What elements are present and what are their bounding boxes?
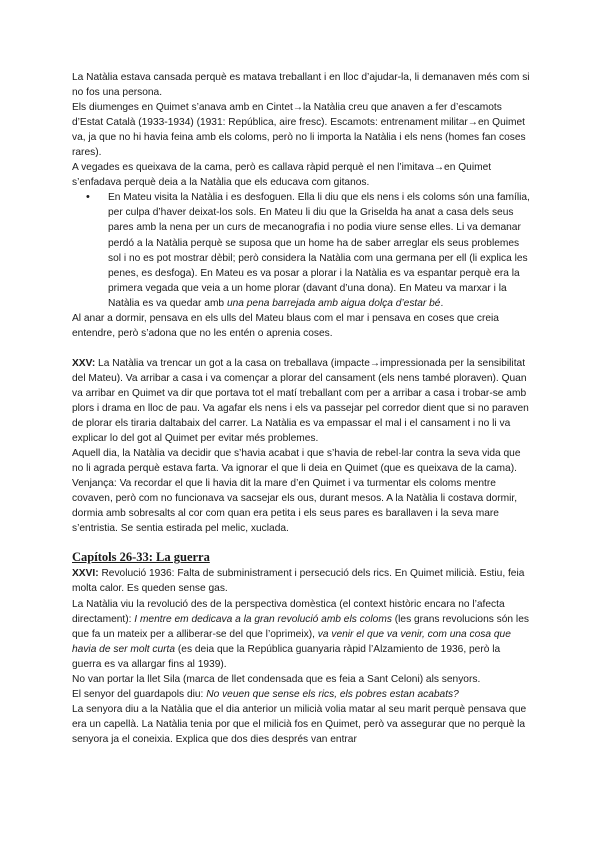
italic-quote-1: I mentre em dedicava a la gran revolució amb els coloms bbox=[134, 613, 392, 625]
bullet-item-mateu bbox=[108, 190, 530, 310]
paragraph-xxv bbox=[72, 356, 530, 446]
bullet-list bbox=[72, 190, 530, 310]
section-label-xxvi: XXVI: bbox=[72, 568, 99, 580]
bullet-text: En Mateu visita la Natàlia i es desfoguen. Ella li diu que els nens i els coloms són una família, per culpa d’haver deixat-los sols. En Mateu li diu que la Griselda ha anat a casa dels seus pares amb la nena per un curs de mecanografia i no podia viure sense elles. Li va demanar perdó a la Natàlia perquè se suposa que un home ha de saber arreglar els seus problemes sol i no es pot mostrar dèbil; però considera la Natàlia com una germana per ell (li explica les penes, es desfoga). En Mateu es va posar a plorar i la Natàlia es va espantar perquè era la primera vegada que veia a un home plorar (davant d’una dona). En Mateu va marxar i la Natàlia es va quedar amb bbox=[108, 192, 530, 309]
text-run: (les grans revolucions són les que fa un mateix per a alliberar-se del que l’oprimeix), bbox=[72, 613, 529, 640]
paragraph-xxvi bbox=[72, 566, 530, 596]
text-run: El senyor del guardapols diu: bbox=[72, 688, 207, 700]
paragraph-xxv-text: La Natàlia va trencar un got a la casa on treballava (impacte→impressionada per la sensibilitat del Mateu). Va arribar a casa i va començar a plorar del cansament (els nens també ploraven). Quan va arribar en Quimet va dir que portava tot el matí treballant com per a arribar a casa i trobar-se amb plors i drama en lloc de pau. Va agafar els nens i els va passejar pel corredor dient que si no paraven de plorar els tiraria daltabaix del carrer. La Natàlia es va empassar el mal i el cansament i no li va explicar lo del got al Quimet per evitar més problemes. bbox=[72, 357, 529, 445]
chapter-heading: Capítols 26-33: La guerra bbox=[72, 550, 210, 565]
text-run: (es deia que la República guanyaria ràpid l’Alzamiento de 1936, però la guerra es va allargar fins al 1939). bbox=[72, 643, 501, 670]
paragraph-1: La Natàlia estava cansada perquè es matava treballant i en lloc d’ajudar-la, li demanaven més com si no fos una persona. bbox=[72, 72, 530, 99]
paragraph-4: Al anar a dormir, pensava en els ulls del Mateu blaus com el mar i pensava en coses que creia entendre, però s’adona que no les entén o aprenia coses. bbox=[72, 312, 499, 339]
italic-quote-2: va venir el que va venir, com una cosa que havia de ser molt curta bbox=[72, 628, 511, 655]
bullet-end: . bbox=[440, 297, 444, 309]
paragraph-3: A vegades es queixava de la cama, però es callava ràpid perquè el nen l’imitava→en Quimet s’enfadava perquè deia a la Natàlia que els educava com gitanos. bbox=[72, 162, 492, 189]
bullet-italic-quote: una pena barrejada amb aigua dolça d’estar bé bbox=[226, 297, 441, 309]
paragraph-xxvi-text: Revolució 1936: Falta de subministrament i persecució dels rics. En Quimet milicià. Estiu, feia molta calor. Es queden sense gas. bbox=[72, 568, 525, 595]
italic-quote-3: No veuen que sense els rics, els pobres estan acabats? bbox=[206, 688, 459, 700]
paragraph-2: Els diumenges en Quimet s’anava amb en Cintet→la Natàlia creu que anaven a fer d’escamots d’Estat Català (1933-1934) (1931: República, aire fresc). Escamots: entrenament militar→en Quimet va, ja que no hi havia feina amb els coloms, però no li importa la Natàlia i els nens (homes fan coses rares). bbox=[72, 102, 526, 159]
paragraph-10 bbox=[72, 687, 530, 702]
paragraph-8 bbox=[72, 597, 530, 672]
document-page bbox=[72, 70, 530, 747]
paragraph-9: No van portar la llet Sila (marca de llet condensada que es feia a Sant Celoni) als senyors. bbox=[72, 673, 481, 685]
paragraph-6: Aquell dia, la Natàlia va decidir que s’havia acabat i que s’havia de rebel·lar contra la seva vida que no li agrada perquè estava farta. Va ignorar el que li deia en Quimet (que es queixava de la cama). Venjança: Va recordar el que li havia dit la mare d’en Quimet i va turmentar els coloms mentre covaven, però com no funcionava va sacsejar els ous, durant mesos. A la Natàlia li costava dormir, dormia amb sobresalts al cor com quan era petita i els seus pares es barallaven i la seva mare s’entristia. Se sentia estirada pel melic, xuclada. bbox=[72, 448, 521, 535]
spacer bbox=[72, 536, 530, 549]
paragraph-11: La senyora diu a la Natàlia que el dia anterior un milicià volia matar al seu marit perquè pensava que era un capellà. La Natàlia tenia por que el milicià fos en Quimet, però va assegurar que no perquè la senyora ja el coneixia. Explica que dos dies després van entrar bbox=[72, 703, 527, 745]
section-label-xxv: XXV: bbox=[72, 357, 96, 369]
text-run: La Natàlia viu la revolució des de la perspectiva domèstica (el context històric encara no l’afecta directament): bbox=[72, 598, 505, 625]
spacer bbox=[72, 341, 530, 356]
